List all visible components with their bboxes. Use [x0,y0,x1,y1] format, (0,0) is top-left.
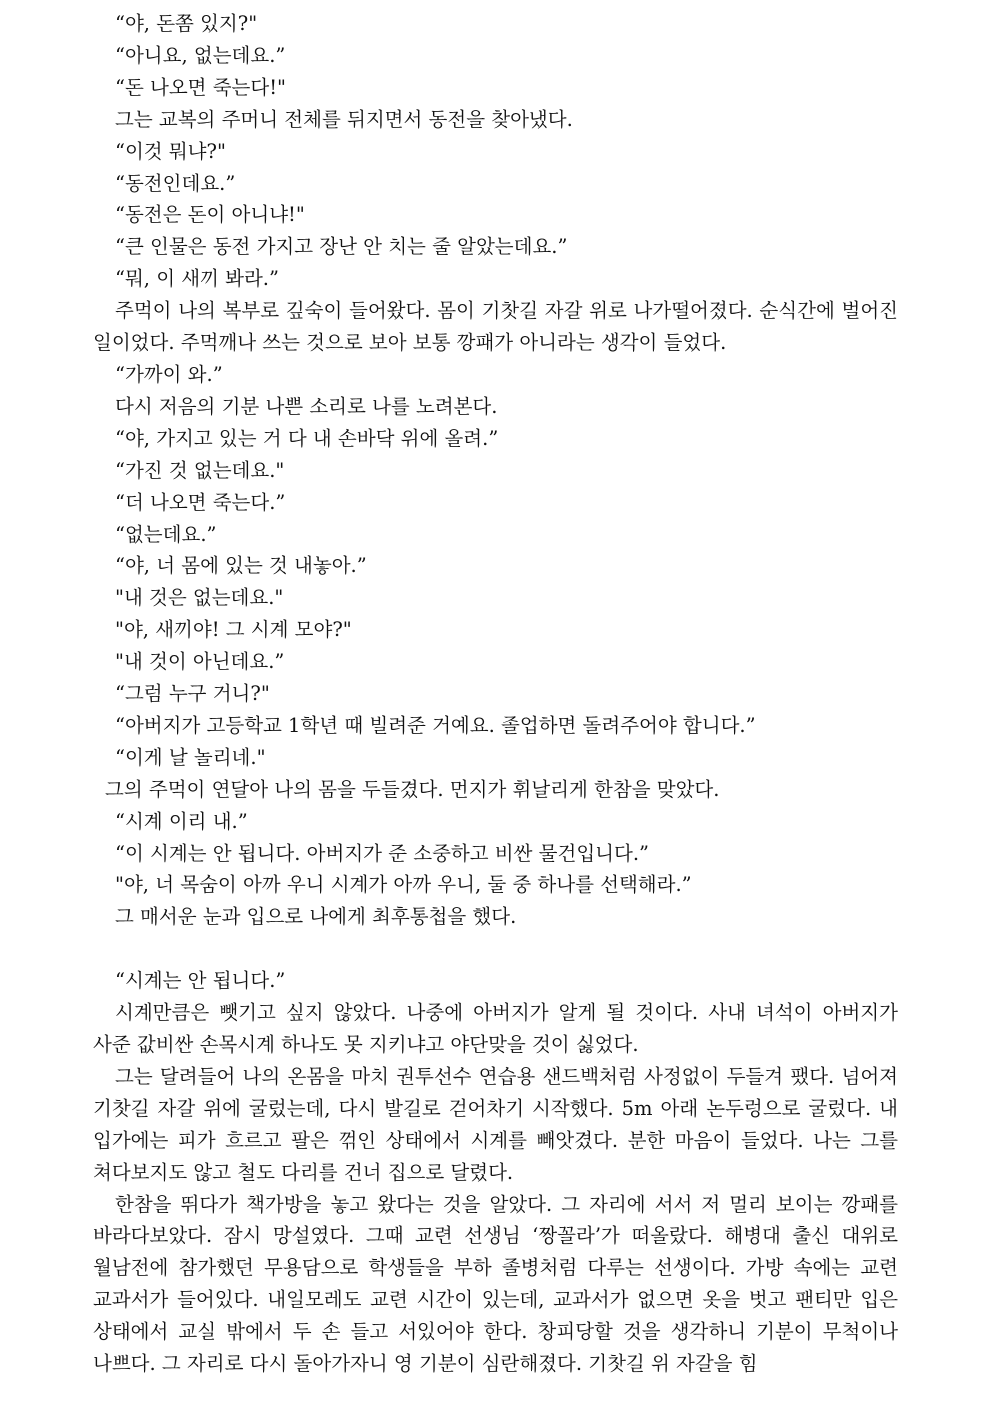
paragraph: “이게 날 놀리네." [115,745,266,769]
paragraph: “시계 이리 내.” [115,809,248,833]
paragraph: “동전은 돈이 아니냐!" [115,203,305,227]
paragraph: “가까이 와.” [115,362,223,386]
paragraph: "야, 너 목숨이 아까 우니 시계가 아까 우니, 둘 중 하나를 선택해라.” [115,873,692,897]
blank-line [93,933,898,965]
paragraph: “야, 돈쫌 있지?" [115,12,258,35]
paragraph: 그는 교복의 주머니 전체를 뒤지면서 동전을 찾아냈다. [115,107,573,131]
paragraph: “돈 나오면 죽는다!" [115,75,287,99]
paragraph: “동전인데요.” [115,171,236,195]
paragraph: “가진 것 없는데요." [115,458,285,482]
paragraph: “이 시계는 안 됩니다. 아버지가 준 소중하고 비싼 물건입니다.” [115,841,650,865]
paragraph: “그럼 누구 거니?" [115,682,270,706]
paragraph: “시계는 안 됩니다.” [115,969,286,993]
paragraph: “큰 인물은 동전 가지고 장난 안 치는 줄 알았는데요.” [115,235,568,259]
paragraph: “뭐, 이 새끼 봐라.” [115,267,279,291]
paragraph: 한참을 뛰다가 책가방을 놓고 왔다는 것을 알았다. 그 자리에 서서 저 멀리 보이는 깡패를 바라다보았다. 잠시 망설였다. 그때 교련 선생님 ‘짱꼴라’가 떠올랐다. 해병대 출신 대위로 월남전에 참가했던 무용담으로 학생들을 부하 졸병처럼 다루는 선생이다. 가방 속에는 교련 교과서가 들어있다. 내일모레도 교련 시간이 있는데, 교과서가 없으면 옷을 벗고 팬티만 입은 상태에서 교실 밖에서 두 손 들고 서있어야 한다. 창피당할 것을 생각하니 기분이 무척이나 나쁘다. 그 자리로 다시 돌아가자니 영 기분이 심란해졌다. 기찻길 위 자갈을 힘 [93,1192,898,1376]
paragraph: “야, 가지고 있는 거 다 내 손바닥 위에 올려.” [115,426,499,450]
paragraph: "야, 새끼야! 그 시계 모야?" [115,618,352,642]
paragraph: “없는데요.” [115,522,217,546]
paragraph: “더 나오면 죽는다.” [115,490,286,514]
paragraph: 다시 저음의 기분 나쁜 소리로 나를 노려본다. [115,394,498,418]
paragraph: “야, 너 몸에 있는 것 내놓아.” [115,554,367,578]
paragraph: “아버지가 고등학교 1학년 때 빌려준 거예요. 졸업하면 돌려주어야 합니다.” [115,713,756,737]
paragraph: 그는 달려들어 나의 온몸을 마치 권투선수 연습용 샌드백처럼 사정없이 두들겨 팼다. 넘어져 기찻길 자갈 위에 굴렀는데, 다시 발길로 걷어차기 시작했다. 5m 아래 논두렁으로 굴렀다. 내 입가에는 피가 흐르고 팔은 꺾인 상태에서 시계를 빼앗겼다. 분한 마음이 들었다. 나는 그를 쳐다보지도 않고 철도 다리를 건너 집으로 달렸다. [93,1064,898,1184]
paragraph: “이것 뭐냐?" [115,139,226,163]
paragraph: "내 것은 없는데요." [115,586,284,610]
paragraph: “아니요, 없는데요.” [115,43,286,67]
paragraph: "내 것이 아닌데요.” [115,650,285,674]
paragraph: 주먹이 나의 복부로 깊숙이 들어왔다. 몸이 기찻길 자갈 위로 나가떨어졌다. 순식간에 벌어진 일이었다. 주먹깨나 쓰는 것으로 보아 보통 깡패가 아니라는 생각이 들었다. [93,299,898,355]
paragraph: 그 매서운 눈과 입으로 나에게 최후통첩을 했다. [115,905,517,929]
document-page [93,8,898,1380]
paragraph: 시계만큼은 뺏기고 싶지 않았다. 나중에 아버지가 알게 될 것이다. 사내 녀석이 아버지가 사준 값비싼 손목시계 하나도 못 지키냐고 야단맞을 것이 싫었다. [93,1001,898,1056]
paragraph: 그의 주먹이 연달아 나의 몸을 두들겼다. 먼지가 휘날리게 한참을 맞았다. [105,777,720,801]
